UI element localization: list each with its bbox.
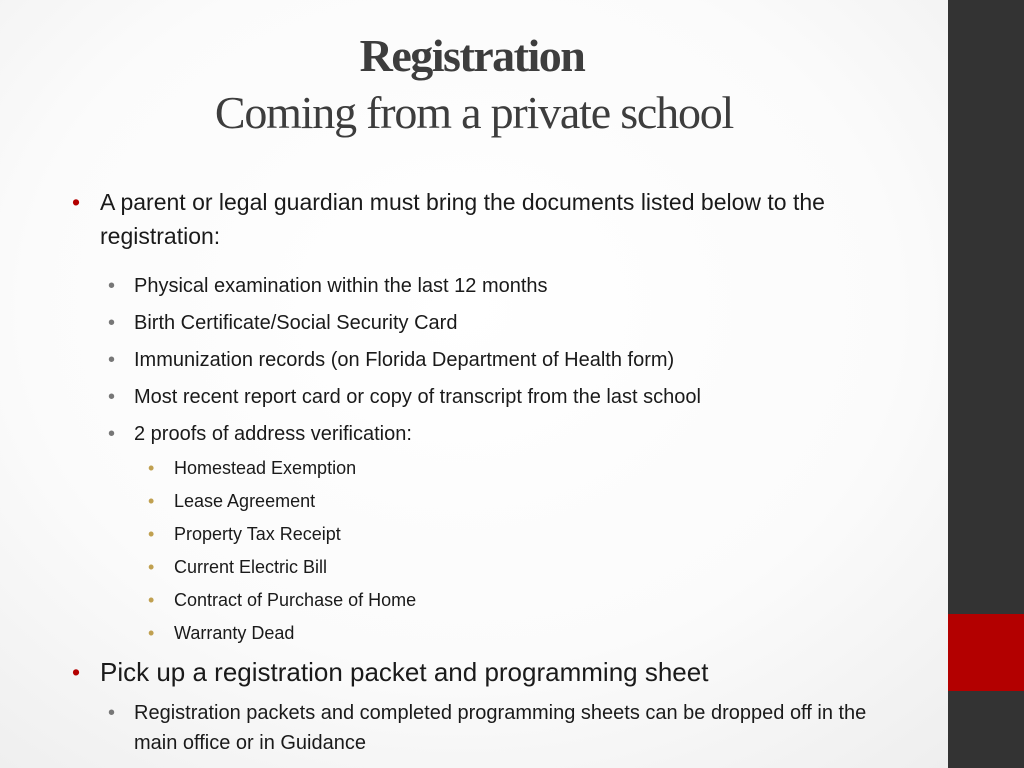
bullet-marker [148,486,154,516]
address-proof-item: Lease Agreement [174,491,316,511]
bullet-marker [108,382,115,412]
intro-text: A parent or legal guardian must bring the documents listed below to the registration: [100,189,825,249]
bullet-dot-icon: • [108,386,116,408]
bullet-dot-icon: • [108,312,116,334]
bullet-dot-icon: • [148,590,155,610]
bullet-dot-icon: • [108,423,116,445]
bullet-dot-icon: • [72,659,81,685]
bullet-marker [108,345,115,375]
document-item: Immunization records (on Florida Department of Health form) [134,349,675,371]
address-proof-item: Current Electric Bill [174,557,328,577]
bullet-dot-icon: • [148,623,155,643]
bullet-marker [148,585,154,615]
address-proof-item: Contract of Purchase of Home [174,590,417,610]
document-item: 2 proofs of address verification: [134,423,412,445]
slide-title: Registration [359,30,585,81]
pickup-text: Pick up a registration packet and programming sheet [100,657,709,687]
bullet-marker [148,519,154,549]
address-proof-item: Homestead Exemption [174,458,357,478]
slide-subtitle: Coming from a private school [214,87,734,138]
document-item: Most recent report card or copy of transcript from the last school [134,386,701,408]
bullet-marker [72,655,80,689]
bullet-dot-icon: • [148,458,155,478]
document-item: Physical examination within the last 12 months [134,275,548,297]
bullet-dot-icon: • [148,557,155,577]
bullet-dot-icon: • [108,702,116,724]
bullet-marker [108,698,115,728]
bullet-dot-icon: • [108,349,116,371]
bullet-dot-icon: • [148,491,155,511]
bullet-marker [148,618,154,648]
bullet-marker [148,453,154,483]
bullet-dot-icon: • [72,189,81,215]
bullet-marker [108,271,115,301]
bullet-marker [148,552,154,582]
address-proof-item: Warranty Dead [174,623,295,643]
sidebar-accent-block [948,614,1024,691]
address-proof-item: Property Tax Receipt [174,524,341,544]
pickup-detail-text: Registration packets and completed programming sheets can be dropped off in the main office or in Guidance [134,702,867,754]
bullet-marker [108,308,115,338]
bullet-dot-icon: • [108,275,116,297]
sidebar-bar [948,0,1024,768]
bullet-marker [108,419,115,449]
document-item: Birth Certificate/Social Security Card [134,312,458,334]
bullet-dot-icon: • [148,524,155,544]
